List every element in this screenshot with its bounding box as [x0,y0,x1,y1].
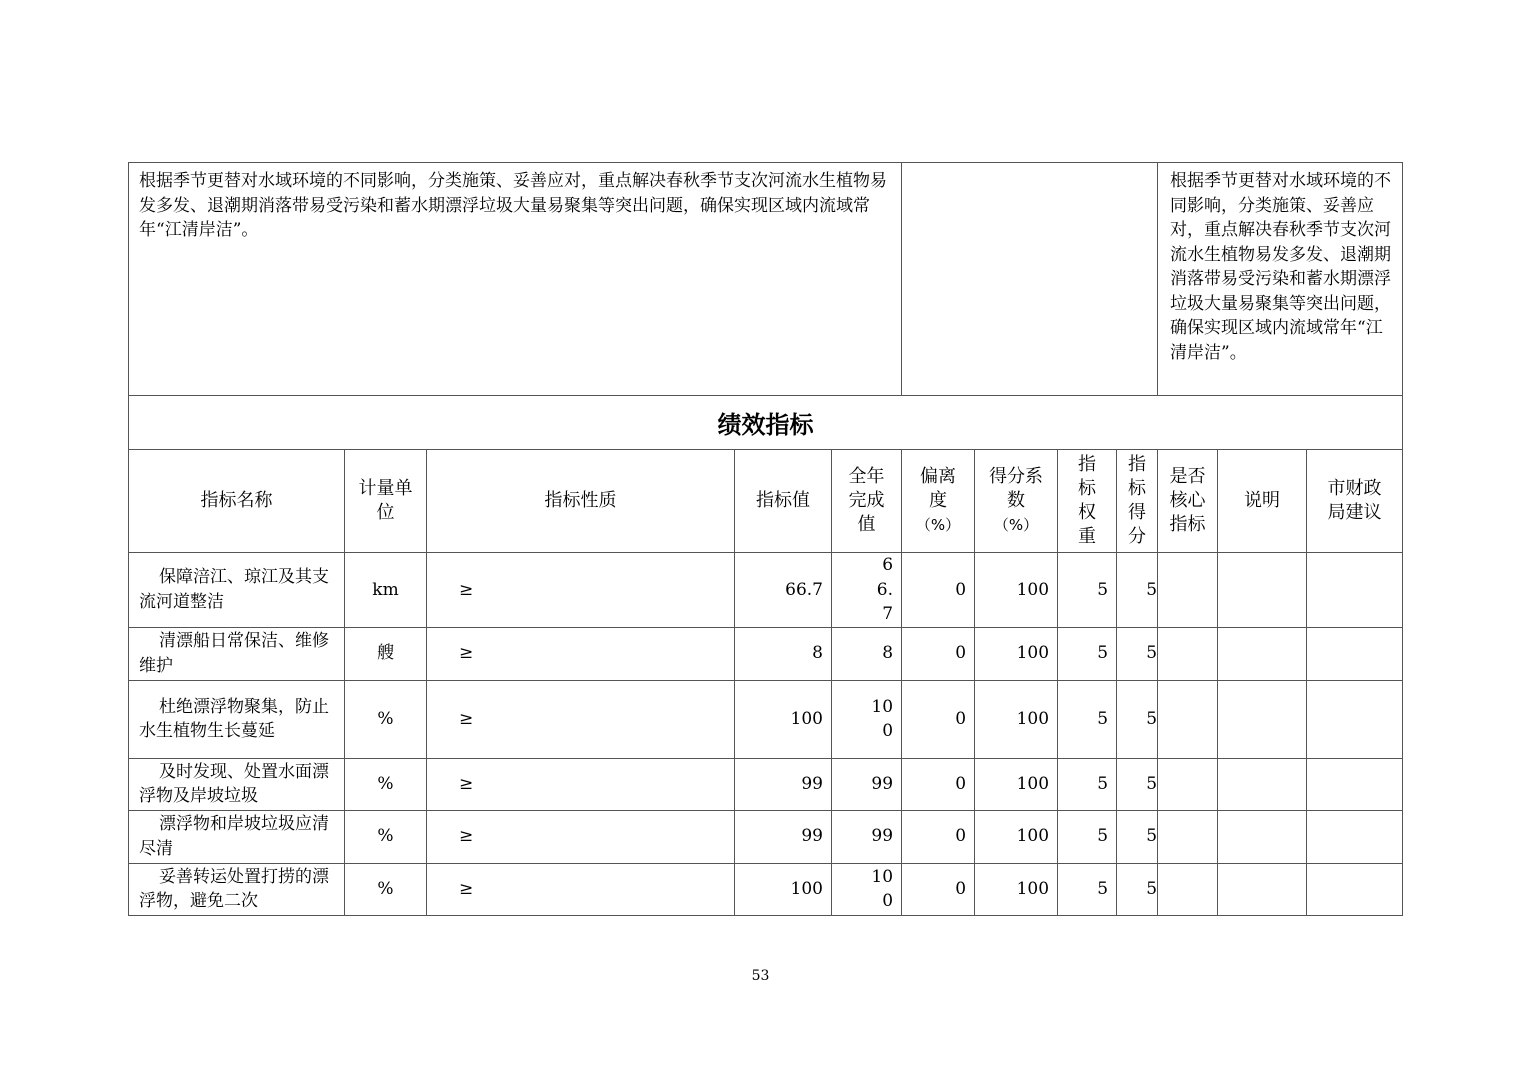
indicator-annual: 66.7 [832,553,902,628]
indicator-unit: % [345,810,427,863]
table-row [129,553,1403,628]
indicator-value: 100 [735,680,832,758]
indicator-deviation: 0 [902,553,975,628]
indicator-value: 8 [735,627,832,680]
indicator-weight: 5 [1058,680,1117,758]
header-coef-label: 得分系数 [989,466,1044,511]
indicator-annual: 99 [832,758,902,810]
indicator-note [1218,627,1307,680]
header-coef [975,450,1058,553]
table-row [129,758,1403,810]
indicator-core [1158,553,1218,628]
indicator-note [1218,758,1307,810]
indicator-name: 杜绝漂浮物聚集，防止水生植物生长蔓延 [129,680,345,758]
indicator-unit: % [345,758,427,810]
goal-row [129,163,1403,396]
indicator-value: 66.7 [735,553,832,628]
header-core: 是否核心指标 [1158,450,1218,553]
header-weight: 指标权重 [1058,450,1117,553]
indicator-note [1218,680,1307,758]
indicator-unit: % [345,863,427,915]
header-nature: 指标性质 [427,450,735,553]
indicator-coef: 100 [975,680,1058,758]
header-unit: 计量单位 [345,450,427,553]
indicator-deviation: 0 [902,758,975,810]
indicator-weight: 5 [1058,863,1117,915]
indicator-suggest [1307,627,1403,680]
indicator-core [1158,680,1218,758]
goal-text-middle [902,163,1158,396]
header-deviation-label: 偏离度 [920,466,957,511]
indicator-weight: 5 [1058,553,1117,628]
indicator-name: 及时发现、处置水面漂浮物及岸坡垃圾 [129,758,345,810]
performance-table [128,162,1403,916]
indicator-name: 妥善转运处置打捞的漂浮物，避免二次 [129,863,345,915]
indicator-unit: km [345,553,427,628]
indicator-deviation: 0 [902,863,975,915]
header-row [129,450,1403,553]
indicator-nature: ≥ [427,553,735,628]
table-row [129,680,1403,758]
header-coef-unit: （%） [993,516,1039,534]
goal-text-right: 根据季节更替对水域环境的不同影响，分类施策、妥善应对，重点解决春秋季节支次河流水生植物易发多发、退潮期消落带易受污染和蓄水期漂浮垃圾大量易聚集等突出问题，确保实现区域内流域常年“江清岸洁”。 [1158,163,1403,396]
indicator-nature: ≥ [427,627,735,680]
indicator-weight: 5 [1058,627,1117,680]
indicator-deviation: 0 [902,627,975,680]
indicator-nature: ≥ [427,810,735,863]
indicator-coef: 100 [975,627,1058,680]
header-deviation [902,450,975,553]
page-number: 53 [751,968,770,984]
indicator-unit: 艘 [345,627,427,680]
goal-text-left: 根据季节更替对水域环境的不同影响，分类施策、妥善应对，重点解决春秋季节支次河流水生植物易发多发、退潮期消落带易受污染和蓄水期漂浮垃圾大量易聚集等突出问题，确保实现区域内流域常年“江清岸洁”。 [129,163,902,396]
indicator-suggest [1307,863,1403,915]
indicator-deviation: 0 [902,810,975,863]
indicator-name: 清漂船日常保洁、维修维护 [129,627,345,680]
indicator-suggest [1307,680,1403,758]
indicator-suggest [1307,758,1403,810]
indicator-nature: ≥ [427,680,735,758]
indicator-score: 5 [1117,680,1158,758]
indicator-annual: 100 [832,863,902,915]
indicator-coef: 100 [975,863,1058,915]
table-row [129,810,1403,863]
indicator-deviation: 0 [902,680,975,758]
indicator-score: 5 [1117,810,1158,863]
section-title: 绩效指标 [129,396,1403,450]
indicator-coef: 100 [975,810,1058,863]
indicator-weight: 5 [1058,758,1117,810]
header-annual: 全年完成值 [832,450,902,553]
indicator-score: 5 [1117,863,1158,915]
header-score: 指标得分 [1117,450,1158,553]
indicator-coef: 100 [975,758,1058,810]
header-note: 说明 [1218,450,1307,553]
indicator-nature: ≥ [427,863,735,915]
indicator-nature: ≥ [427,758,735,810]
indicator-annual: 8 [832,627,902,680]
indicator-note [1218,553,1307,628]
indicator-core [1158,758,1218,810]
indicator-value: 99 [735,758,832,810]
table-row [129,863,1403,915]
indicator-name: 保障涪江、琼江及其支流河道整洁 [129,553,345,628]
header-value: 指标值 [735,450,832,553]
indicator-core [1158,810,1218,863]
indicator-score: 5 [1117,553,1158,628]
indicator-value: 100 [735,863,832,915]
indicator-note [1218,810,1307,863]
indicator-annual: 100 [832,680,902,758]
section-title-row [129,396,1403,450]
table-row [129,627,1403,680]
indicator-value: 99 [735,810,832,863]
indicator-note [1218,863,1307,915]
header-name: 指标名称 [129,450,345,553]
indicator-coef: 100 [975,553,1058,628]
indicator-core [1158,627,1218,680]
indicator-suggest [1307,810,1403,863]
indicator-weight: 5 [1058,810,1117,863]
indicator-core [1158,863,1218,915]
indicator-annual: 99 [832,810,902,863]
header-suggest: 市财政局建议 [1307,450,1403,553]
indicator-suggest [1307,553,1403,628]
indicator-score: 5 [1117,627,1158,680]
indicator-score: 5 [1117,758,1158,810]
indicator-name: 漂浮物和岸坡垃圾应清尽清 [129,810,345,863]
header-deviation-unit: （%） [915,516,961,534]
indicator-unit: % [345,680,427,758]
